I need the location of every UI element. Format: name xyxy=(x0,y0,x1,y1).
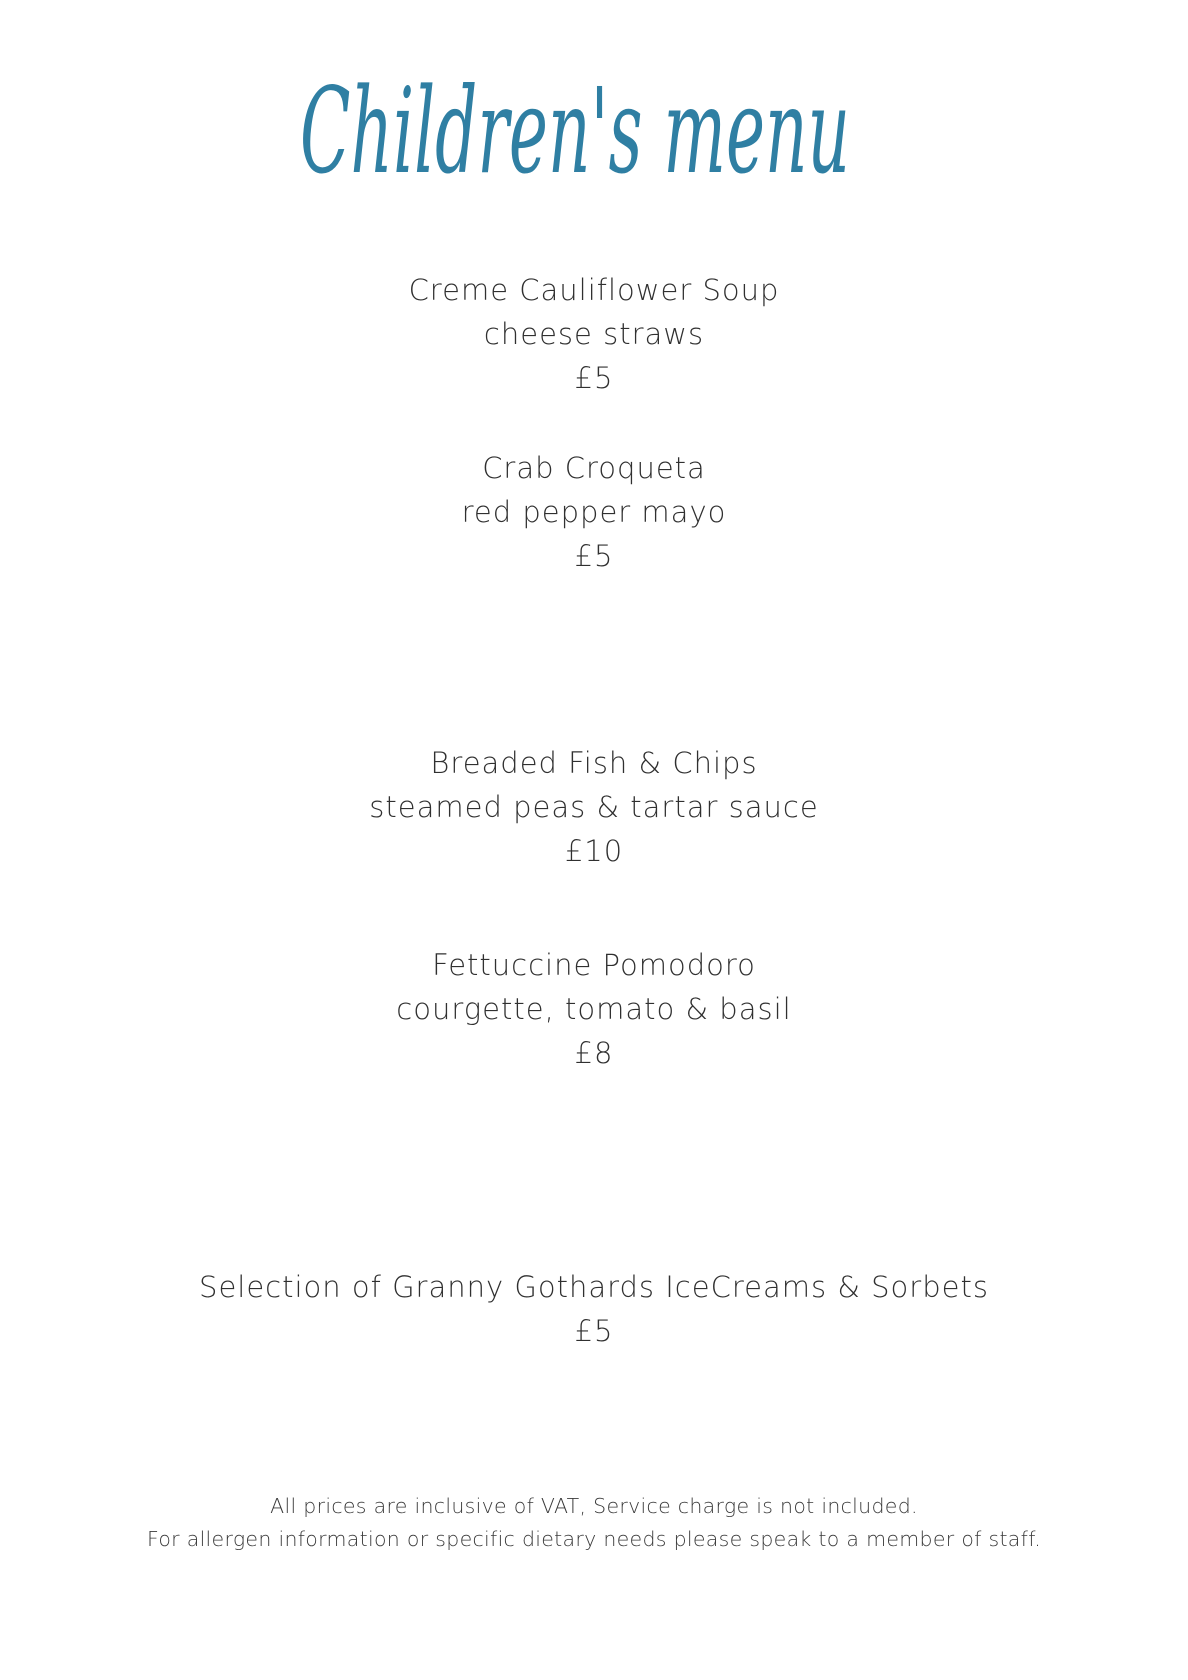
dish-price: £8 xyxy=(574,1036,614,1070)
dish-price: £5 xyxy=(574,1314,614,1348)
menu-title xyxy=(300,22,860,212)
dish-icecream xyxy=(0,1265,1188,1353)
dish-price: £5 xyxy=(574,361,614,395)
dish-name: Selection of Granny Gothards IceCreams & Sorbets xyxy=(199,1270,989,1304)
dish-fettuccine xyxy=(0,943,1188,1075)
dish-fish-chips xyxy=(0,741,1188,873)
footer-notice xyxy=(0,1490,1188,1556)
allergen-notice: For allergen information or specific dietary needs please speak to a member of staff. xyxy=(146,1527,1042,1551)
dish-name: Creme Cauliflower Soup xyxy=(408,273,780,307)
dish-price: £10 xyxy=(564,834,624,868)
dish-description: cheese straws xyxy=(483,317,705,351)
dish-name: Breaded Fish & Chips xyxy=(430,746,758,780)
dish-price: £5 xyxy=(574,539,614,573)
dish-description: red pepper mayo xyxy=(461,495,727,529)
dish-croqueta xyxy=(0,446,1188,578)
dish-description: steamed peas & tartar sauce xyxy=(369,790,819,824)
dish-description: courgette, tomato & basil xyxy=(396,992,792,1026)
dish-name: Fettuccine Pomodoro xyxy=(432,948,756,982)
vat-notice: All prices are inclusive of VAT, Service charge is not included. xyxy=(270,1494,918,1518)
menu-title-text: Children's menu xyxy=(300,62,850,200)
dish-name: Crab Croqueta xyxy=(482,451,706,485)
dish-soup xyxy=(0,268,1188,400)
